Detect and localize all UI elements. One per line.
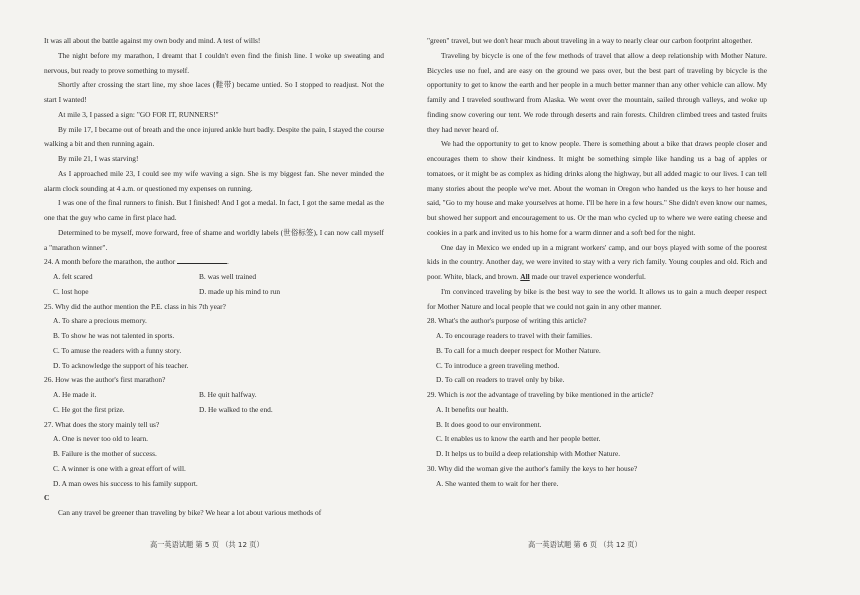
mexico-text-before: One day in Mexico we ended up in a migrant workers' camp, and our boys played with some of the poorest kids in the country. Another day, we were invited to stay with a very rich family. Young couples and old. Rich and poor. White, black, and brown. bbox=[427, 242, 767, 281]
option-row bbox=[44, 285, 384, 300]
option-d: D. He walked to the end. bbox=[199, 404, 273, 414]
option-d: D. A man owes his success to his family support. bbox=[53, 478, 198, 488]
passage-paragraph: Traveling by bicycle is one of the few methods of travel that allow a deep relationship with Mother Nature. Bicycles use no fuel, and are easy on the ground we pass over, but the best part of traveling by bicycle is the opportunity to get to know the earth and her people in a much better manner than any other vehicle can allow. My family and I traveled southward from Alaska. We went over the mountain, sailed through valleys, and woke up finding snow covering our tent. We rode through deserts and rain forests. Children climbed trees and tasted fruits they had never heard of. bbox=[427, 50, 767, 134]
option-a: A. It benefits our health. bbox=[436, 404, 509, 414]
option-c: C. A winner is one with a great effort of will. bbox=[53, 463, 186, 473]
page-footer: 高一英语试题 第 6 页 （共 12 页） bbox=[528, 540, 642, 549]
option-a: A. felt scared bbox=[53, 272, 93, 281]
option-b: B. Failure is the mother of success. bbox=[53, 449, 157, 458]
question-24 bbox=[44, 255, 384, 270]
option-a: A. To share a precious memory. bbox=[53, 316, 147, 326]
passage-paragraph: The night before my marathon, I dreamt that I couldn't even find the finish line. I woke up sweating and nervous, but ready to prove something to myself. bbox=[44, 50, 384, 75]
answer-blank bbox=[177, 256, 229, 267]
passage-paragraph: Determined to be myself, move forward, free of shame and worldly labels (世俗标签), I can now call myself a "marathon winner". bbox=[44, 227, 384, 252]
page-footer: 高一英语试题 第 5 页 （共 12 页） bbox=[150, 540, 264, 549]
option-c: C. He got the first prize. bbox=[53, 404, 125, 414]
question-stem: 24. A month before the marathon, the author bbox=[44, 257, 176, 267]
question-27: 27. What does the story mainly tell us? bbox=[44, 419, 160, 429]
option-c: C. lost hope bbox=[53, 286, 89, 296]
option-c: C. To amuse the readers with a funny story. bbox=[53, 345, 182, 355]
option-d: D. To call on readers to travel only by bike. bbox=[436, 375, 565, 385]
option-row bbox=[44, 403, 384, 418]
option-a: A. One is never too old to learn. bbox=[53, 434, 149, 444]
option-c: C. To introduce a green traveling method. bbox=[436, 360, 560, 370]
passage-paragraph bbox=[427, 241, 767, 285]
option-a: A. To encourage readers to travel with their families. bbox=[436, 331, 593, 340]
option-a: A. She wanted them to wait for her there. bbox=[436, 478, 559, 488]
passage-paragraph: By mile 17, I became out of breath and the once injured ankle hurt badly. Despite the pain, I stayed the course walking a bit and then running again. bbox=[44, 124, 384, 149]
passage-paragraph: I was one of the final runners to finish. But I finished! And I got a medal. In fact, I got the same medal as the one that the guy who came in first place had. bbox=[44, 198, 384, 222]
option-row bbox=[44, 388, 384, 403]
passage-paragraph: We had the opportunity to get to know people. There is something about a bike that draws people closer and encourages them to show their kindness. It might be something simple like handing us a bag of apples or tomatoes, or it might be as complex as hiding drinks along the highway, but all added magic to our lives. I can tell many stories about the people we've met. About the woman in Oregon who handed us the keys to her house and said, "Go to my house and make yourselves at home. I'll be here in a few hours." She didn't even know our names, but showed her support and encouragement to us. Or the man who cycled up to where we were eating cheese and cookies in a park and invited us to his home for a warm dinner and a soft bed for the night. bbox=[427, 139, 767, 237]
question-29 bbox=[427, 388, 767, 403]
underlined-word: All bbox=[520, 272, 530, 281]
option-b: B. It does good to our environment. bbox=[436, 419, 542, 429]
emphasized-word: not bbox=[466, 390, 476, 399]
question-25: 25. Why did the author mention the P.E. class in his 7th year? bbox=[44, 301, 226, 311]
option-d: D. made up his mind to run bbox=[199, 286, 281, 296]
passage-line: It was all about the battle against my own body and mind. A test of wills! bbox=[44, 36, 261, 45]
option-a: A. He made it. bbox=[53, 390, 97, 399]
passage-paragraph: At mile 3, I passed a sign: "GO FOR IT, RUNNERS!" bbox=[58, 109, 219, 119]
question-30: 30. Why did the woman give the author's family the keys to her house? bbox=[427, 463, 638, 473]
option-b: B. He quit halfway. bbox=[199, 390, 257, 399]
left-page bbox=[44, 34, 384, 521]
right-page bbox=[427, 34, 767, 491]
option-c: C. It enables us to know the earth and her people better. bbox=[436, 434, 601, 444]
passage-paragraph: By mile 21, I was starving! bbox=[58, 154, 139, 163]
option-b: B. To show he was not talented in sports. bbox=[53, 331, 175, 340]
question-26: 26. How was the author's first marathon? bbox=[44, 375, 166, 385]
option-d: D. It helps us to build a deep relationship with Mother Nature. bbox=[436, 449, 621, 458]
section-label: C bbox=[44, 493, 50, 503]
option-d: D. To acknowledge the support of his teacher. bbox=[53, 360, 189, 370]
question-28: 28. What's the author's purpose of writing this article? bbox=[427, 316, 587, 326]
question-stem: 29. Which is bbox=[427, 390, 465, 399]
passage-paragraph: "green" travel, but we don't hear much about traveling in a way to nearly clear our carbon footprint altogether. bbox=[427, 36, 753, 45]
option-b: B. To call for a much deeper respect for Mother Nature. bbox=[436, 345, 601, 355]
option-b: B. was well trained bbox=[199, 272, 257, 281]
passage-paragraph: Shortly after crossing the start line, my shoe laces (鞋带) became untied. So I stopped to readjust. Not the start I wanted! bbox=[44, 80, 384, 104]
passage-paragraph: I'm convinced traveling by bike is the best way to see the world. It allows us to gain a much deeper respect for Mother Nature and local people that we could not gain in any other manner. bbox=[427, 286, 767, 311]
passage-paragraph: As I approached mile 23, I could see my wife waving a sign. She is my biggest fan. She never minded the alarm clock sounding at 4 a.m. or questioned my expenses on running. bbox=[44, 168, 384, 193]
section-intro: Can any travel be greener than traveling by bike? We hear a lot about various methods of bbox=[58, 508, 322, 517]
mexico-text-after: made our travel experience wonderful. bbox=[531, 272, 646, 281]
question-stem: the advantage of traveling by bike mentioned in the article? bbox=[477, 390, 654, 399]
question-stem-end: . bbox=[227, 257, 229, 267]
option-row bbox=[44, 270, 384, 285]
